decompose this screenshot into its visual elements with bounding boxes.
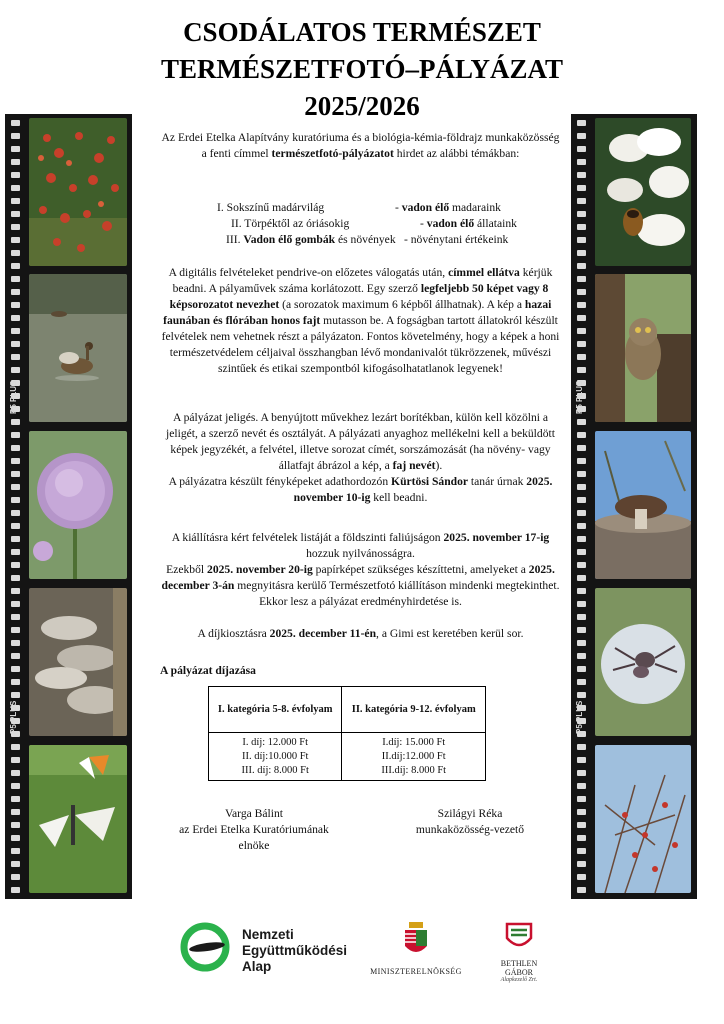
- sprocket-hole: [577, 744, 586, 750]
- sprocket-hole: [11, 835, 20, 841]
- sprocket-hole: [11, 341, 20, 347]
- sprocket-hole: [11, 692, 20, 698]
- sprocket-hole: [577, 172, 586, 178]
- sprocket-hole: [11, 770, 20, 776]
- theme-3-right: - növénytani értékeink: [404, 233, 509, 246]
- sprocket-hole: [11, 601, 20, 607]
- sprocket-hole: [11, 315, 20, 321]
- sprocket-hole: [577, 510, 586, 516]
- prize-category-1: I. kategória 5-8. évfolyam: [209, 687, 342, 733]
- sprocket-hole: [11, 822, 20, 828]
- sprocket-hole: [11, 497, 20, 503]
- sprocket-hole: [11, 445, 20, 451]
- photo-allium-flower: [29, 431, 127, 579]
- sprocket-hole: [577, 523, 586, 529]
- sprocket-hole: [577, 796, 586, 802]
- sprocket-hole: [577, 783, 586, 789]
- sprocket-hole: [577, 679, 586, 685]
- sprocket-hole: [577, 653, 586, 659]
- sprocket-hole: [11, 575, 20, 581]
- sprocket-hole: [577, 588, 586, 594]
- sprocket-hole: [577, 328, 586, 334]
- sprocket-hole: [577, 445, 586, 451]
- sprocket-hole: [11, 614, 20, 620]
- film-strip-right: [571, 114, 697, 899]
- sprocket-hole: [11, 133, 20, 139]
- theme-2-left: II. Törpéktől az óriásokig: [231, 217, 350, 230]
- sprocket-hole: [577, 536, 586, 542]
- sprocket-hole: [11, 146, 20, 152]
- sprocket-hole: [577, 315, 586, 321]
- film-strip-left: [5, 114, 132, 899]
- sprocket-hole: [577, 211, 586, 217]
- page-subtitle: TERMÉSZETFOTÓ–PÁLYÁZAT: [160, 54, 564, 84]
- sprocket-hole: [577, 809, 586, 815]
- sprocket-hole: [11, 757, 20, 763]
- sprocket-hole: [11, 783, 20, 789]
- sprocket-hole: [577, 861, 586, 867]
- sprocket-hole: [577, 458, 586, 464]
- sprocket-hole: [11, 354, 20, 360]
- sprocket-hole: [11, 198, 20, 204]
- ministry-logo: MINISZTERELNÖKSÉG: [370, 920, 462, 976]
- sprocket-hole: [577, 770, 586, 776]
- sprocket-hole: [11, 562, 20, 568]
- prize-category-2: II. kategória 9-12. évfolyam: [342, 687, 486, 733]
- sprocket-hole: [11, 172, 20, 178]
- sprocket-hole: [11, 250, 20, 256]
- film-brand-label: P5 PLUS: [9, 380, 18, 414]
- sprocket-hole: [577, 640, 586, 646]
- sprocket-hole: [577, 185, 586, 191]
- sprocket-hole: [577, 757, 586, 763]
- sprocket-hole: [577, 627, 586, 633]
- bethlen-shield-icon: [504, 920, 534, 954]
- prize-values-cat-1: I. díj: 12.000 Ft II. díj:10.000 Ft III. díj: 8.000 Ft: [209, 733, 342, 781]
- sprocket-hole: [577, 289, 586, 295]
- sprocket-hole: [577, 666, 586, 672]
- sprocket-hole: [577, 276, 586, 282]
- sprocket-hole: [11, 523, 20, 529]
- sprocket-hole: [11, 653, 20, 659]
- sprocket-hole: [11, 796, 20, 802]
- sprocket-hole: [11, 679, 20, 685]
- sprocket-hole: [577, 848, 586, 854]
- sprocket-hole: [577, 120, 586, 126]
- signature-left: Varga Bálint az Erdei Etelka Kuratóriumának elnöke: [179, 807, 329, 852]
- sprocket-hole: [11, 874, 20, 880]
- sprocket-hole: [11, 861, 20, 867]
- sprocket-hole: [577, 497, 586, 503]
- sprocket-hole: [11, 159, 20, 165]
- film-brand-label: P5 PLUS: [575, 380, 584, 414]
- page-year: 2025/2026: [304, 91, 420, 121]
- film-sprocket-edge: [5, 114, 27, 899]
- photo-rosehip-bush: [595, 745, 691, 893]
- page-title: CSODÁLATOS TERMÉSZET: [183, 17, 541, 47]
- sprocket-hole: [11, 744, 20, 750]
- award-paragraph: A díjkiosztásra 2025. december 11-én, a Gimi est keretében kerül sor.: [197, 627, 524, 640]
- sprocket-hole: [577, 432, 586, 438]
- sprocket-hole: [11, 458, 20, 464]
- sprocket-hole: [11, 328, 20, 334]
- sprocket-hole: [577, 874, 586, 880]
- sprocket-hole: [11, 471, 20, 477]
- sprocket-hole: [11, 848, 20, 854]
- signature-right: Szilágyi Réka munkaközösség-vezető: [415, 807, 525, 836]
- theme-1-right: - vadon élő madaraink: [395, 201, 501, 214]
- sprocket-hole: [577, 302, 586, 308]
- sprocket-hole: [577, 224, 586, 230]
- photo-mushroom-on-stump: [595, 431, 691, 579]
- sprocket-hole: [577, 887, 586, 893]
- photo-bee-on-flower: [595, 118, 691, 266]
- sprocket-hole: [11, 224, 20, 230]
- prize-heading: A pályázat díjazása: [160, 664, 256, 677]
- intro-paragraph: [158, 130, 563, 162]
- sprocket-hole: [577, 835, 586, 841]
- bethlen-gabor-logo: BETHLEN GÁBOR Alapkezelő Zrt.: [487, 920, 551, 983]
- sprocket-hole: [11, 211, 20, 217]
- film-brand-label: P5 PLUS: [575, 700, 584, 734]
- intro-text: Az Erdei Etelka Alapítvány kuratóriuma és a biológia-kémia-földrajz munkaközösség a fenti címmel: [161, 131, 560, 160]
- sprocket-hole: [11, 666, 20, 672]
- sprocket-hole: [11, 185, 20, 191]
- sprocket-hole: [11, 484, 20, 490]
- sprocket-hole: [577, 198, 586, 204]
- exhibition-paragraph: A kiállításra kért felvételek listáját a földszinti faliújságon 2025. november 17-ig hozzuk nyilvánosságra. Ezekből 2025. november 20-ig papírképet szükséges készíttetni, amelyeket a 2025. december 3-án megnyitásra kerülő Természetfotó kiállításon mindenki megtekinthet. Ekkor lesz a pályázat eredményhirdetése is.: [161, 531, 560, 608]
- sprocket-hole: [11, 302, 20, 308]
- sprocket-hole: [11, 120, 20, 126]
- sprocket-hole: [11, 367, 20, 373]
- sprocket-hole: [11, 419, 20, 425]
- sprocket-hole: [577, 601, 586, 607]
- sprocket-hole: [11, 237, 20, 243]
- sprocket-hole: [577, 562, 586, 568]
- sprocket-hole: [577, 549, 586, 555]
- film-sprocket-edge: [571, 114, 593, 899]
- sprocket-hole: [577, 237, 586, 243]
- photo-little-owl: [595, 274, 691, 422]
- sprocket-hole: [11, 536, 20, 542]
- prize-values-cat-2: I.díj: 15.000 Ft II.díj:12.000 Ft III.díj: 8.000 Ft: [342, 733, 486, 781]
- photo-spider-on-ice: [595, 588, 691, 736]
- theme-2-right: - vadon élő állataink: [420, 217, 517, 230]
- nea-logo-text: Nemzeti Együttműködési Alap: [242, 927, 348, 974]
- theme-3-left: III. Vadon élő gombák és növények: [226, 233, 396, 246]
- sprocket-hole: [577, 250, 586, 256]
- sprocket-hole: [577, 419, 586, 425]
- sprocket-hole: [577, 614, 586, 620]
- photo-red-berries: [29, 118, 127, 266]
- nea-logo-icon: [180, 922, 230, 972]
- intro-text-end: hirdet az alábbi témákban:: [393, 147, 520, 160]
- sprocket-hole: [577, 575, 586, 581]
- sprocket-hole: [577, 159, 586, 165]
- sprocket-hole: [577, 692, 586, 698]
- photo-ducks-on-water: [29, 274, 127, 422]
- sprocket-hole: [11, 510, 20, 516]
- sprocket-hole: [577, 822, 586, 828]
- coat-of-arms-icon: [401, 920, 431, 960]
- sprocket-hole: [577, 146, 586, 152]
- photo-oyster-mushrooms: [29, 588, 127, 736]
- sprocket-hole: [11, 289, 20, 295]
- sprocket-hole: [11, 276, 20, 282]
- intro-bold: természetfotó-pályázatot: [271, 147, 394, 160]
- sprocket-hole: [11, 809, 20, 815]
- rules-paragraph: A digitális felvételeket pendrive-on előzetes válogatás után, címmel ellátva kérjük beadni. A pályaművek száma korlátozott. Egy szerző legfeljebb 50 képet vagy 8 képsorozatot nevezhet (a sorozatok maximum 6 képből állhatnak). A kép a hazai faunában és flórában honos fajt mutasson be. A fogságban tartott állatokról készült felvételek nem vehetnek részt a pályázaton. Fontos követelmény, hogy a képek a honi természetvédelem céljaival összhangban lévő mondanivalót tükrözzenek, művészi szintűek és etikai szempontból kifogásolhatatlanok legyenek!: [161, 266, 560, 375]
- sprocket-hole: [577, 354, 586, 360]
- sprocket-hole: [577, 341, 586, 347]
- sprocket-hole: [11, 887, 20, 893]
- sprocket-hole: [11, 549, 20, 555]
- sprocket-hole: [577, 133, 586, 139]
- film-brand-label: P5 PLUS: [9, 700, 18, 734]
- sprocket-hole: [577, 484, 586, 490]
- theme-1-left: I. Sokszínű madárvilág: [217, 201, 325, 214]
- photo-orange-tip-butterfly: [29, 745, 127, 893]
- sprocket-hole: [11, 640, 20, 646]
- sprocket-hole: [577, 367, 586, 373]
- sprocket-hole: [577, 263, 586, 269]
- sprocket-hole: [11, 263, 20, 269]
- sprocket-hole: [11, 627, 20, 633]
- prize-table: [208, 686, 486, 781]
- sprocket-hole: [577, 471, 586, 477]
- sprocket-hole: [11, 588, 20, 594]
- submission-paragraph: A pályázat jeligés. A benyújtott művekhez lezárt borítékban, külön kell közölni a jeligét, a szerző nevét és osztályát. A pályázati anyaghoz mellékelni kell a beküldött képek jegyzékét, a felvétel, illetve sorozat címét, sorszámozását (ha növény- vagy állatfajt ábrázol a kép, a faj nevét). A pályázatra készült fényképeket adathordozón Kürtösi Sándor tanár úrnak 2025. november 10-ig kell beadni.: [166, 411, 555, 504]
- sprocket-hole: [11, 432, 20, 438]
